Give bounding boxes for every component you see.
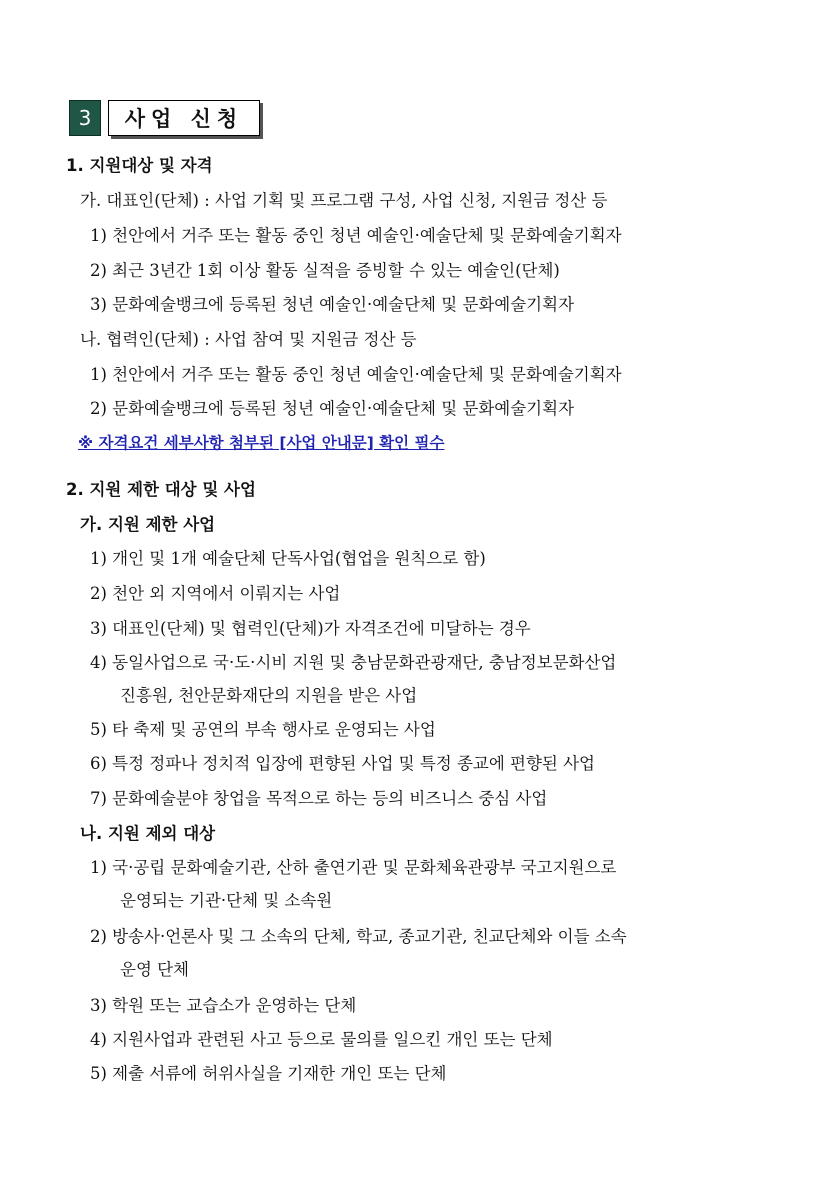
- list-item: 2) 방송사·언론사 및 그 소속의 단체, 학교, 종교기관, 친교단체와 이들 소속: [90, 927, 627, 946]
- list-item: 4) 지원사업과 관련된 사고 등으로 물의를 일으킨 개인 또는 단체: [90, 1030, 553, 1049]
- sub-heading-restricted-projects: 가. 지원 제한 사업: [80, 515, 216, 534]
- list-item-continuation: 운영되는 기관·단체 및 소속원: [120, 891, 333, 910]
- list-item: 3) 학원 또는 교습소가 운영하는 단체: [90, 996, 357, 1015]
- section-title: 사업 신청: [108, 100, 260, 136]
- sub-heading-representative: 가. 대표인(단체) : 사업 기획 및 프로그램 구성, 사업 신청, 지원금 정산 등: [80, 191, 608, 210]
- heading-restrictions: 2. 지원 제한 대상 및 사업: [66, 480, 256, 499]
- list-item: 3) 문화예술뱅크에 등록된 청년 예술인·예술단체 및 문화예술기획자: [90, 295, 575, 314]
- list-item: 1) 개인 및 1개 예술단체 단독사업(협업을 원칙으로 함): [90, 549, 486, 568]
- list-item: 1) 천안에서 거주 또는 활동 중인 청년 예술인·예술단체 및 문화예술기획자: [90, 365, 622, 384]
- list-item: 1) 국·공립 문화예술기관, 산하 출연기관 및 문화체육관광부 국고지원으로: [90, 858, 617, 877]
- list-item: 5) 타 축제 및 공연의 부속 행사로 운영되는 사업: [90, 720, 436, 739]
- list-item: 2) 천안 외 지역에서 이뤄지는 사업: [90, 584, 341, 603]
- section-number: 3: [69, 100, 101, 136]
- heading-eligibility: 1. 지원대상 및 자격: [66, 156, 213, 175]
- list-item: 2) 문화예술뱅크에 등록된 청년 예술인·예술단체 및 문화예술기획자: [90, 399, 575, 418]
- list-item: 3) 대표인(단체) 및 협력인(단체)가 자격조건에 미달하는 경우: [90, 619, 531, 638]
- list-item-continuation: 진흥원, 천안문화재단의 지원을 받은 사업: [120, 686, 418, 705]
- sub-heading-excluded: 나. 지원 제외 대상: [80, 824, 216, 843]
- list-item-continuation: 운영 단체: [120, 960, 190, 979]
- section-header: [69, 100, 260, 136]
- list-item: 7) 문화예술분야 창업을 목적으로 하는 등의 비즈니스 중심 사업: [90, 789, 548, 808]
- list-item: 1) 천안에서 거주 또는 활동 중인 청년 예술인·예술단체 및 문화예술기획자: [90, 226, 622, 245]
- list-item: 5) 제출 서류에 허위사실을 기재한 개인 또는 단체: [90, 1064, 447, 1083]
- sub-heading-partner: 나. 협력인(단체) : 사업 참여 및 지원금 정산 등: [80, 330, 417, 349]
- list-item: 4) 동일사업으로 국·도·시비 지원 및 충남문화관광재단, 충남정보문화산업: [90, 653, 617, 672]
- list-item: 6) 특정 정파나 정치적 입장에 편향된 사업 및 특정 종교에 편향된 사업: [90, 754, 595, 773]
- list-item: 2) 최근 3년간 1회 이상 활동 실적을 증빙할 수 있는 예술인(단체): [90, 261, 560, 280]
- eligibility-notice-link[interactable]: ※ 자격요건 세부사항 첨부된 [사업 안내문] 확인 필수: [78, 434, 445, 452]
